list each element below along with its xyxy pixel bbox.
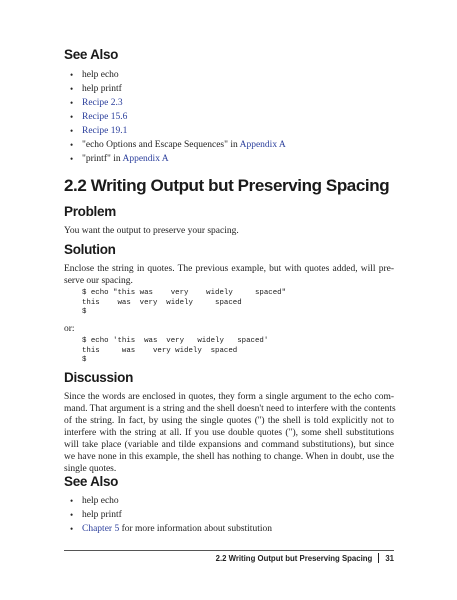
solution-text: Enclose the string in quotes. The previous example, but with quotes added, will pre- serve our spacing. — [64, 264, 394, 286]
recipe-link[interactable]: Recipe 15.6 — [82, 112, 128, 122]
problem-heading: Problem — [64, 204, 116, 219]
problem-text: You want the output to preserve your spacing. — [64, 226, 239, 236]
list-item: • help printf — [70, 82, 286, 96]
footer-divider — [378, 553, 379, 563]
list-item — [70, 110, 286, 124]
chapter-link[interactable]: Chapter 5 — [82, 524, 120, 534]
list-item: • "printf" in Appendix A — [70, 152, 286, 166]
section-title: 2.2 Writing Output but Preserving Spacing — [64, 176, 390, 195]
appendix-link[interactable]: Appendix A — [122, 154, 169, 164]
book-page — [64, 0, 394, 600]
list-item: • help echo — [70, 494, 272, 508]
discussion-heading: Discussion — [64, 370, 134, 385]
page-footer — [216, 553, 394, 563]
code-block: $ echo "this was very widely spaced" this was very widely spaced $ — [82, 289, 287, 316]
footer-rule — [64, 550, 394, 551]
solution-heading: Solution — [64, 242, 116, 257]
see-also-heading: See Also — [64, 474, 119, 489]
discussion-text: Since the words are enclosed in quotes, they form a single argument to the echo com- mand. That argument is a string and the shell doesn't need to interfere with the contents of the string. In fact, by using the single quotes ('') the shell is told explicitly not to interfere with the string at all. If you use double quotes ("), some shell substitutions will take place (variable and tilde expansions and command substitutions), but since we have none in this example, the shell has nothing to change. When in doubt, use the single quotes. — [64, 392, 396, 474]
list-item: • help printf — [70, 508, 272, 522]
appendix-link[interactable]: Appendix A — [239, 140, 286, 150]
recipe-link[interactable]: Recipe 2.3 — [82, 98, 123, 108]
or-text: or: — [64, 324, 75, 334]
see-also-heading: See Also — [64, 47, 119, 62]
code-block: $ echo 'this was very widely spaced' this was very widely spaced $ — [82, 337, 269, 364]
footer-title: 2.2 Writing Output but Preserving Spacing — [215, 554, 373, 563]
list-item: • help echo — [70, 68, 286, 82]
see-also-list — [70, 494, 272, 536]
see-also-list — [70, 68, 286, 166]
list-item: • Chapter 5 for more information about substitution — [70, 522, 272, 536]
list-item — [70, 96, 286, 110]
recipe-link[interactable]: Recipe 19.1 — [82, 126, 128, 136]
page-number: 31 — [385, 554, 394, 563]
list-item — [70, 124, 286, 138]
list-item: • "echo Options and Escape Sequences" in Appendix A — [70, 138, 286, 152]
